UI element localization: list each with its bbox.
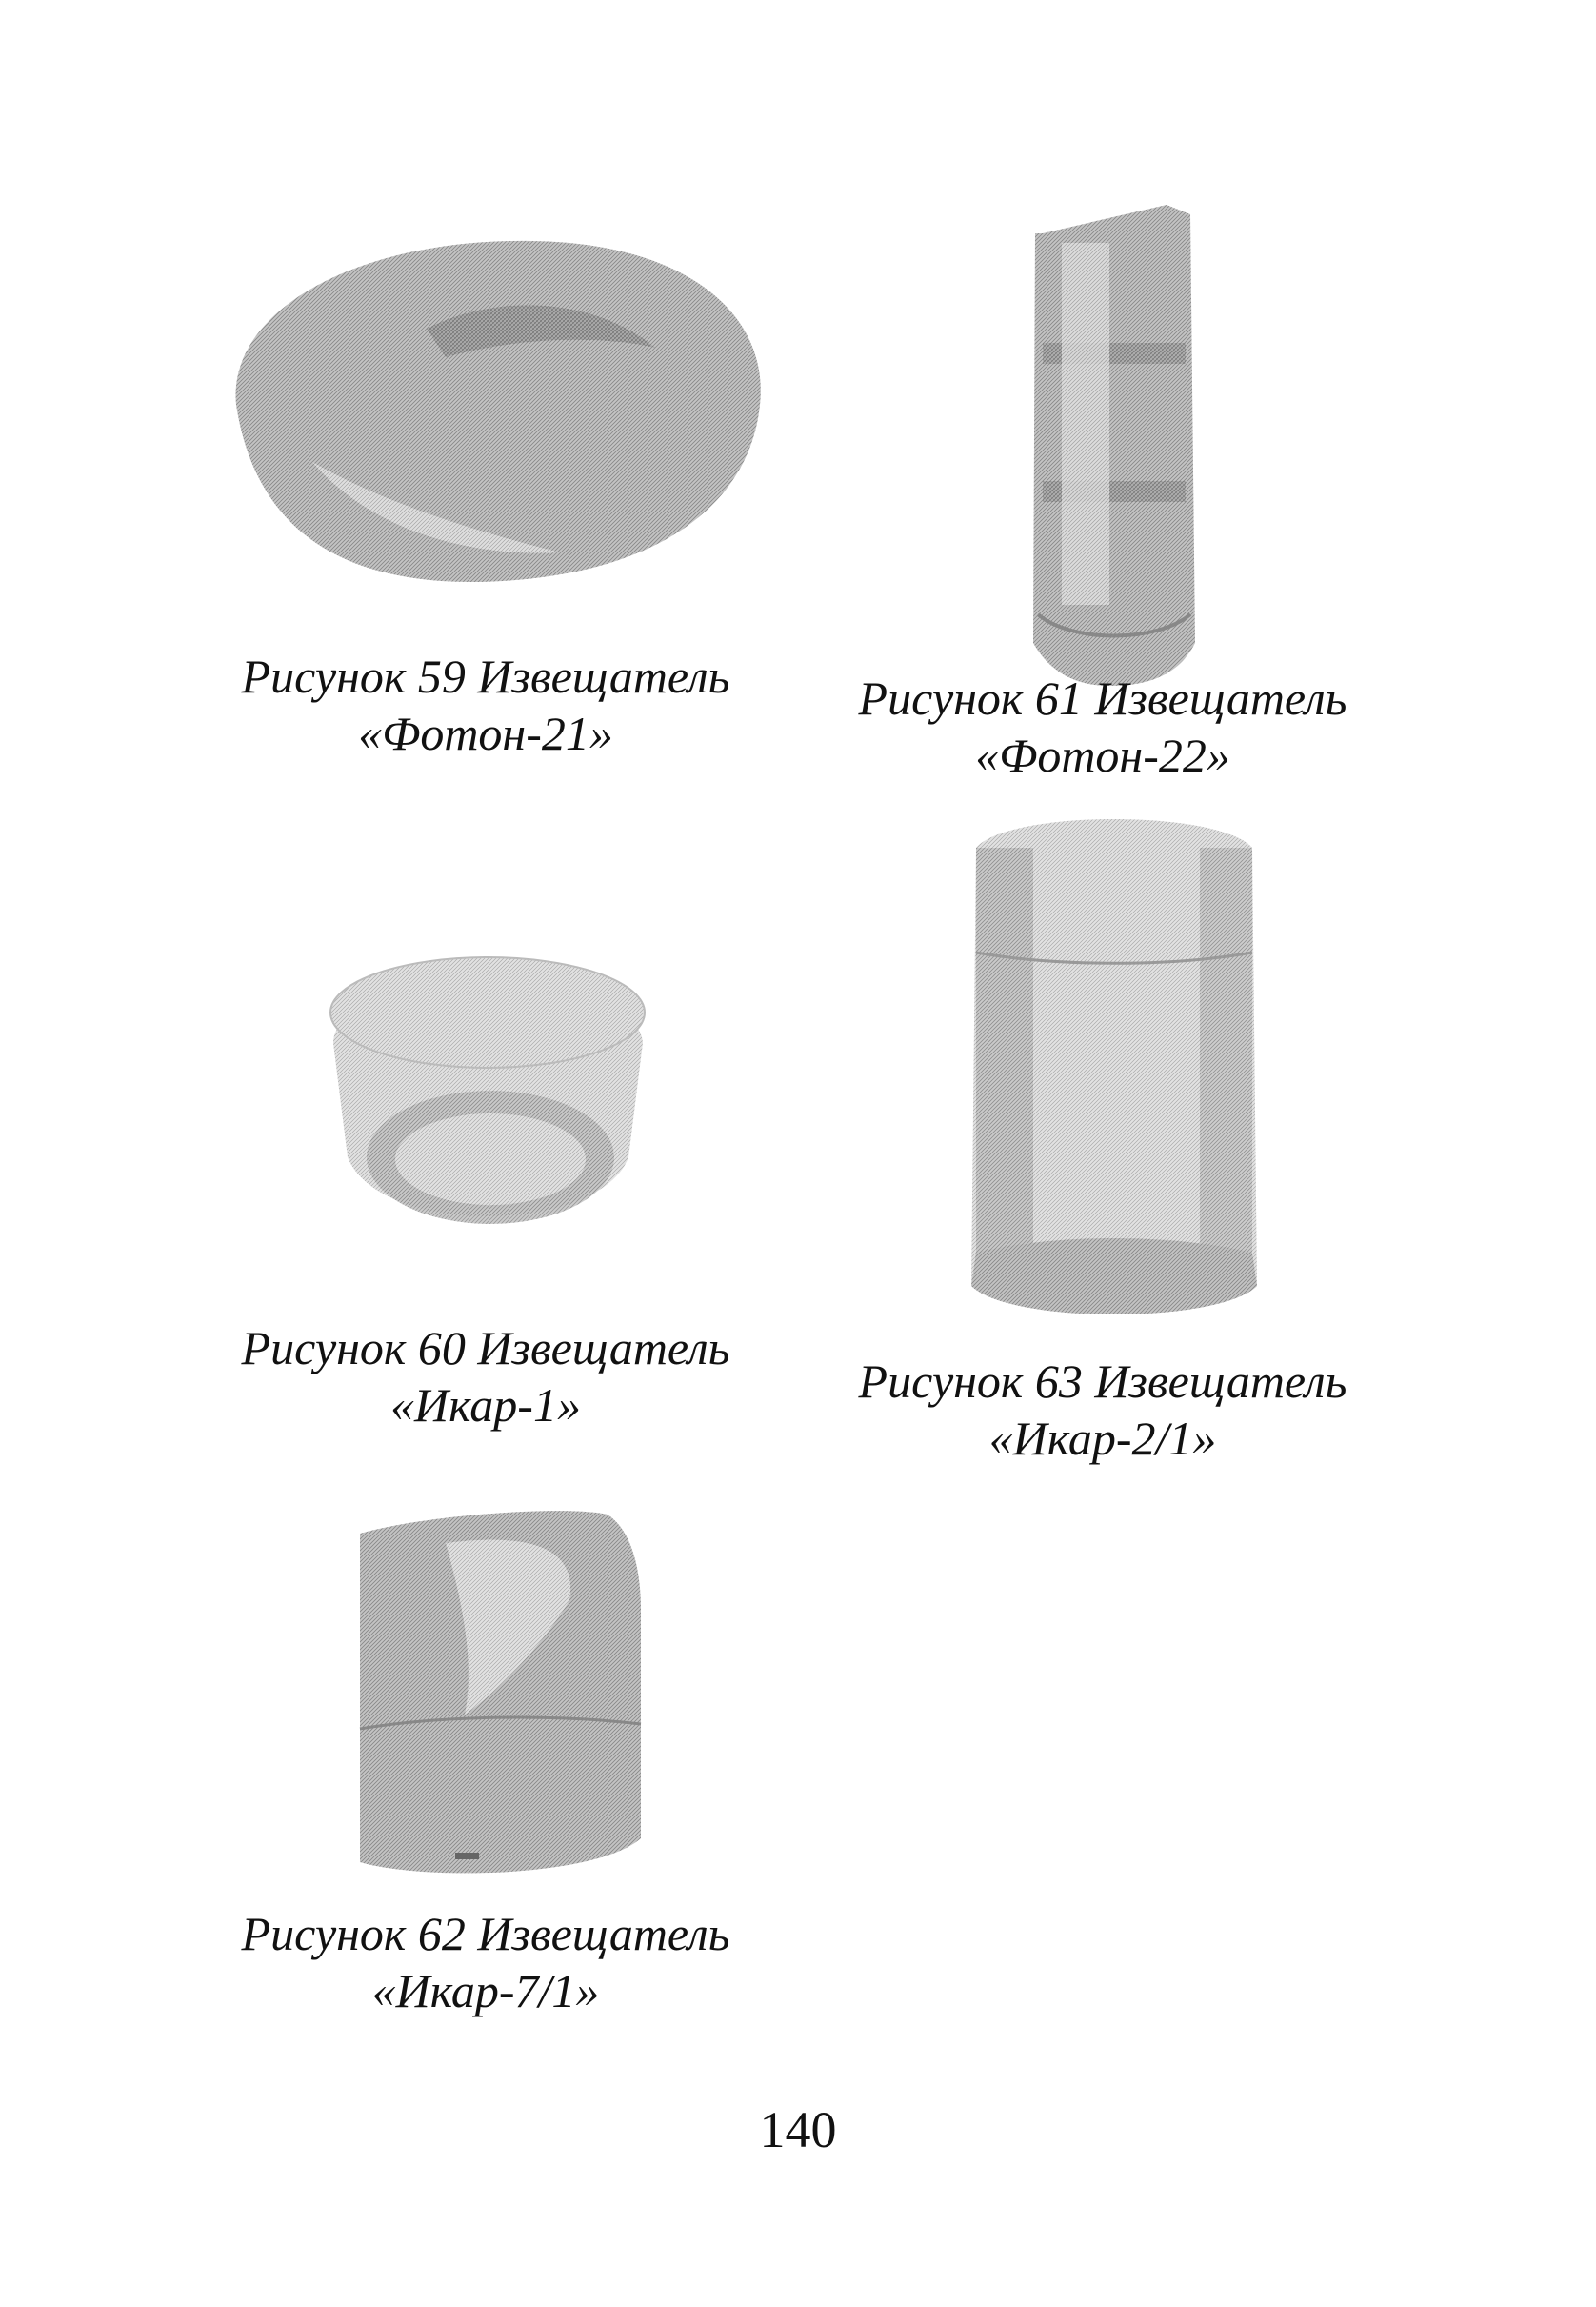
- figure-63-name: «Икар-2/1»: [988, 1412, 1217, 1465]
- ikar-2-1-image: [962, 810, 1267, 1324]
- foton-22-image: [1024, 195, 1205, 691]
- figure-61-caption: [798, 670, 1407, 784]
- figure-59-number: Рисунок 59 Извещатель: [241, 650, 730, 703]
- figure-60-caption: [181, 1319, 790, 1434]
- figure-61-name: «Фотон-22»: [975, 729, 1230, 782]
- figure-60-number: Рисунок 60 Извещатель: [241, 1321, 730, 1374]
- figure-62-caption: [181, 1905, 790, 2019]
- page-number: 140: [759, 2101, 837, 2158]
- figure-61-number: Рисунок 61 Извещатель: [858, 672, 1347, 725]
- ikar-7-1-image: [350, 1495, 655, 1886]
- foton-21-image: [217, 214, 769, 595]
- ikar-1-image: [314, 938, 657, 1243]
- figure-59-caption: [181, 648, 790, 762]
- figure-63-caption: [798, 1353, 1407, 1467]
- figure-63-number: Рисунок 63 Извещатель: [858, 1354, 1347, 1408]
- figure-62-name: «Икар-7/1»: [371, 1964, 600, 2017]
- figure-62-number: Рисунок 62 Извещатель: [241, 1907, 730, 1960]
- figure-59-name: «Фотон-21»: [358, 707, 613, 760]
- figure-60-name: «Икар-1»: [390, 1378, 581, 1432]
